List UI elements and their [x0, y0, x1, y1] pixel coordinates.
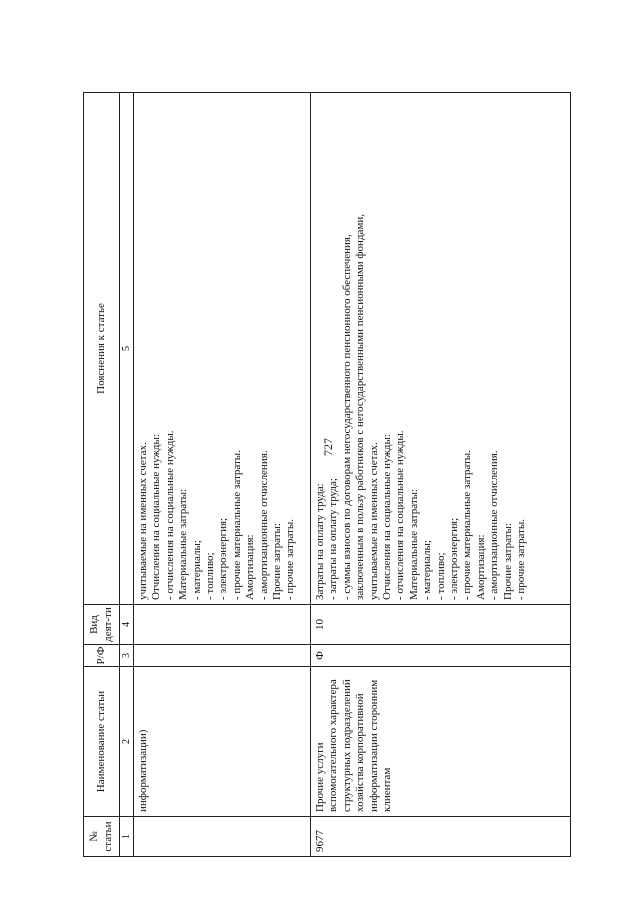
- explanation-line: - амортизационные отчисления.: [488, 450, 501, 600]
- article-name: Прочие услуги вспомогательного характера структурных подразделений хозяйства корпоративной информатизации сторонним клиентам: [311, 666, 570, 816]
- explanation-line: - прочие материальные затраты.: [230, 450, 243, 600]
- rotated-table-frame: [83, 92, 571, 857]
- article-activity: [134, 604, 310, 644]
- explanation-line: - отчисления на социальные нужды.: [163, 430, 176, 600]
- explanation-line: - электроэнергия;: [448, 517, 461, 600]
- explanation-line: Амортизация:: [474, 534, 487, 600]
- column-index: 4: [120, 604, 133, 644]
- article-rf: [134, 644, 310, 666]
- explanation-line: - отчисления на социальные нужды.: [394, 430, 407, 600]
- page-number: 727: [321, 438, 335, 456]
- table-header-row: [84, 93, 120, 856]
- explanation-line: Затраты на оплату труда:: [314, 483, 326, 600]
- explanation-line: заключенным в пользу работников с негосударственными пенсионными фондами,: [354, 213, 367, 600]
- explanation-line: Материальные затраты:: [177, 488, 190, 600]
- article-explanations: [134, 93, 310, 604]
- explanation-line: - прочие затраты.: [515, 519, 528, 600]
- header-rf: Р/Ф: [84, 644, 119, 666]
- explanation-line: - суммы взносов по договорам негосударственного пенсионного обеспечения,: [340, 234, 353, 600]
- explanation-line: Прочие затраты:: [271, 523, 284, 600]
- article-name: информатизации): [134, 666, 310, 816]
- explanation-line: Отчисления на социальные нужды:: [150, 434, 163, 600]
- explanation-line: - амортизационные отчисления.: [257, 450, 270, 600]
- article-rf: Ф: [311, 644, 570, 666]
- header-explanations: Пояснения к статье: [94, 303, 107, 394]
- column-index: 5: [121, 346, 132, 351]
- explanation-line: - электроэнергия;: [217, 517, 230, 600]
- explanation-line: - топливо;: [204, 552, 217, 600]
- column-index-row: [120, 93, 134, 856]
- explanation-line: учитываемые на именных счетах.: [367, 442, 380, 600]
- table-row: [311, 93, 570, 856]
- explanation-line: Отчисления на социальные нужды:: [381, 434, 394, 600]
- column-index: 2: [120, 666, 133, 816]
- cost-items-table: [83, 92, 571, 857]
- explanation-line: Материальные затраты:: [407, 488, 420, 600]
- header-article-name: Наименование статьи: [84, 666, 119, 816]
- explanation-line: - топливо;: [434, 552, 447, 600]
- explanation-line: - прочие материальные затраты.: [461, 450, 474, 600]
- column-index: 3: [120, 644, 133, 666]
- explanation-line: - материалы;: [421, 540, 434, 600]
- explanation-line: - затраты на оплату труда;: [327, 478, 340, 600]
- article-activity: 10: [311, 604, 570, 644]
- header-article-number: № статьи: [84, 816, 119, 856]
- table-row: [134, 93, 311, 856]
- article-number: [134, 816, 310, 856]
- column-index: 1: [120, 816, 133, 856]
- explanation-line: Амортизация:: [244, 534, 257, 600]
- explanation-line: Прочие затраты:: [501, 523, 514, 600]
- explanation-line: учитываемые на именных счетах.: [137, 442, 149, 600]
- explanation-line: - материалы;: [190, 540, 203, 600]
- header-activity-type: Вид деят-ти: [84, 604, 119, 644]
- article-explanations: [311, 93, 570, 604]
- explanation-line: - прочие затраты.: [284, 519, 297, 600]
- article-number: 9677: [311, 816, 570, 856]
